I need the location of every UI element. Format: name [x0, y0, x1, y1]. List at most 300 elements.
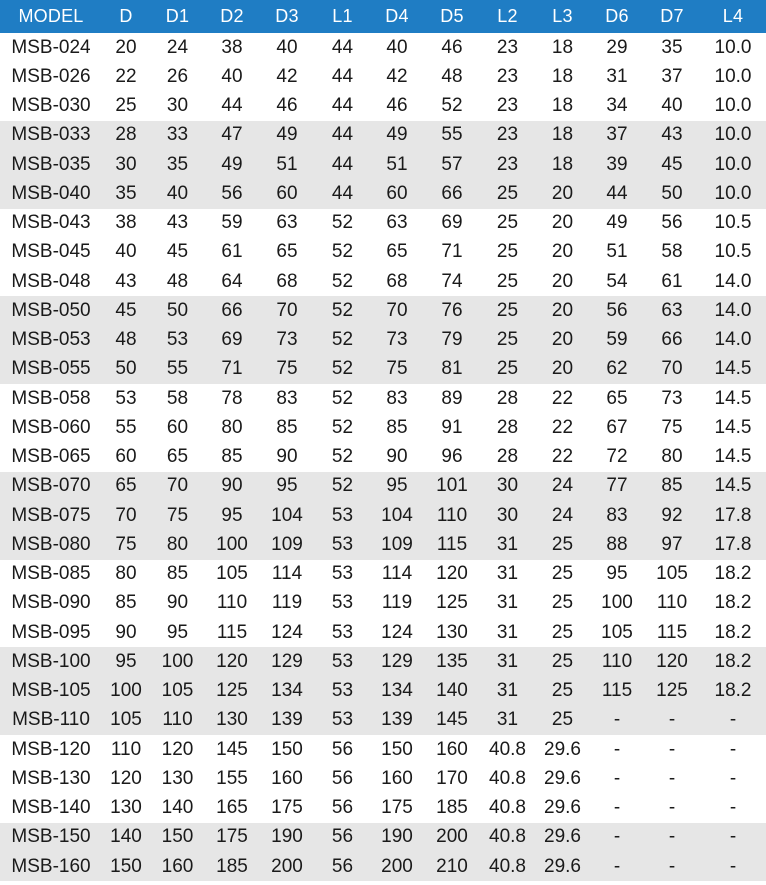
column-header: D2: [205, 0, 259, 33]
value-cell: 31: [480, 677, 535, 706]
value-cell: 75: [370, 355, 424, 384]
value-cell: 40.8: [480, 764, 535, 793]
column-header: L2: [480, 0, 535, 33]
value-cell: 52: [315, 413, 370, 442]
table-row: [0, 560, 766, 589]
value-cell: 105: [590, 618, 644, 647]
value-cell: 56: [315, 852, 370, 881]
value-cell: 25: [535, 560, 590, 589]
value-cell: 175: [370, 794, 424, 823]
model-cell: MSB-030: [0, 92, 102, 121]
value-cell: 52: [315, 209, 370, 238]
value-cell: 10.0: [700, 121, 766, 150]
table-row: [0, 735, 766, 764]
value-cell: 95: [370, 472, 424, 501]
column-header: MODEL: [0, 0, 102, 33]
value-cell: 104: [370, 501, 424, 530]
value-cell: 165: [205, 794, 259, 823]
value-cell: 83: [590, 501, 644, 530]
value-cell: 78: [205, 384, 259, 413]
value-cell: 24: [535, 501, 590, 530]
value-cell: 70: [370, 296, 424, 325]
value-cell: 55: [150, 355, 205, 384]
value-cell: 25: [535, 677, 590, 706]
value-cell: 185: [424, 794, 480, 823]
value-cell: 18.2: [700, 589, 766, 618]
model-cell: MSB-043: [0, 209, 102, 238]
table-row: [0, 443, 766, 472]
value-cell: 64: [205, 267, 259, 296]
value-cell: 49: [370, 121, 424, 150]
value-cell: 85: [205, 443, 259, 472]
value-cell: 52: [315, 326, 370, 355]
value-cell: 31: [480, 706, 535, 735]
value-cell: 56: [315, 823, 370, 852]
value-cell: 139: [370, 706, 424, 735]
value-cell: 110: [102, 735, 150, 764]
value-cell: 52: [315, 443, 370, 472]
value-cell: 40: [259, 33, 315, 62]
value-cell: 18: [535, 92, 590, 121]
value-cell: 23: [480, 150, 535, 179]
value-cell: 52: [315, 472, 370, 501]
value-cell: 42: [259, 62, 315, 91]
value-cell: 65: [590, 384, 644, 413]
value-cell: 40: [150, 179, 205, 208]
value-cell: 56: [315, 764, 370, 793]
value-cell: 34: [590, 92, 644, 121]
value-cell: 70: [102, 501, 150, 530]
value-cell: 30: [150, 92, 205, 121]
model-cell: MSB-140: [0, 794, 102, 823]
value-cell: 23: [480, 33, 535, 62]
value-cell: 68: [370, 267, 424, 296]
value-cell: 75: [259, 355, 315, 384]
value-cell: 17.8: [700, 501, 766, 530]
value-cell: 37: [590, 121, 644, 150]
value-cell: 25: [535, 647, 590, 676]
value-cell: 20: [535, 238, 590, 267]
value-cell: 50: [150, 296, 205, 325]
value-cell: 115: [644, 618, 700, 647]
value-cell: 200: [259, 852, 315, 881]
value-cell: 40.8: [480, 852, 535, 881]
value-cell: 23: [480, 92, 535, 121]
value-cell: 48: [102, 326, 150, 355]
value-cell: 35: [644, 33, 700, 62]
value-cell: 115: [424, 530, 480, 559]
value-cell: 120: [644, 647, 700, 676]
value-cell: 73: [259, 326, 315, 355]
model-cell: MSB-105: [0, 677, 102, 706]
value-cell: 140: [150, 794, 205, 823]
table-row: [0, 179, 766, 208]
model-cell: MSB-024: [0, 33, 102, 62]
value-cell: 26: [150, 62, 205, 91]
value-cell: 53: [315, 618, 370, 647]
value-cell: 89: [424, 384, 480, 413]
value-cell: 83: [259, 384, 315, 413]
value-cell: 30: [480, 472, 535, 501]
value-cell: 18.2: [700, 618, 766, 647]
value-cell: 59: [590, 326, 644, 355]
value-cell: -: [590, 852, 644, 881]
model-cell: MSB-065: [0, 443, 102, 472]
value-cell: 119: [370, 589, 424, 618]
value-cell: 56: [315, 735, 370, 764]
table-row: [0, 326, 766, 355]
value-cell: 140: [102, 823, 150, 852]
value-cell: 24: [150, 33, 205, 62]
value-cell: 114: [259, 560, 315, 589]
value-cell: 53: [315, 647, 370, 676]
model-cell: MSB-150: [0, 823, 102, 852]
value-cell: 31: [480, 647, 535, 676]
model-cell: MSB-053: [0, 326, 102, 355]
value-cell: 97: [644, 530, 700, 559]
value-cell: 63: [259, 209, 315, 238]
value-cell: 43: [102, 267, 150, 296]
value-cell: 80: [102, 560, 150, 589]
value-cell: 20: [102, 33, 150, 62]
value-cell: 40: [205, 62, 259, 91]
value-cell: 61: [205, 238, 259, 267]
value-cell: 96: [424, 443, 480, 472]
value-cell: 145: [424, 706, 480, 735]
value-cell: 46: [259, 92, 315, 121]
value-cell: -: [700, 852, 766, 881]
value-cell: 92: [644, 501, 700, 530]
value-cell: 60: [370, 179, 424, 208]
value-cell: 55: [424, 121, 480, 150]
column-header: D5: [424, 0, 480, 33]
model-cell: MSB-055: [0, 355, 102, 384]
value-cell: 63: [370, 209, 424, 238]
value-cell: 18.2: [700, 647, 766, 676]
model-cell: MSB-085: [0, 560, 102, 589]
value-cell: 50: [644, 179, 700, 208]
value-cell: -: [700, 823, 766, 852]
value-cell: 29.6: [535, 794, 590, 823]
value-cell: 130: [150, 764, 205, 793]
value-cell: 18: [535, 121, 590, 150]
value-cell: 110: [590, 647, 644, 676]
value-cell: 58: [150, 384, 205, 413]
value-cell: 45: [150, 238, 205, 267]
value-cell: 68: [259, 267, 315, 296]
value-cell: 210: [424, 852, 480, 881]
value-cell: 30: [102, 150, 150, 179]
value-cell: 85: [644, 472, 700, 501]
model-cell: MSB-110: [0, 706, 102, 735]
value-cell: 52: [315, 296, 370, 325]
value-cell: 115: [205, 618, 259, 647]
value-cell: 130: [205, 706, 259, 735]
value-cell: 72: [590, 443, 644, 472]
value-cell: 56: [205, 179, 259, 208]
value-cell: 18: [535, 62, 590, 91]
column-header: L4: [700, 0, 766, 33]
value-cell: 60: [150, 413, 205, 442]
value-cell: 22: [102, 62, 150, 91]
value-cell: 63: [644, 296, 700, 325]
column-header: D3: [259, 0, 315, 33]
value-cell: -: [644, 823, 700, 852]
value-cell: 69: [205, 326, 259, 355]
value-cell: 10.0: [700, 92, 766, 121]
value-cell: 79: [424, 326, 480, 355]
value-cell: 76: [424, 296, 480, 325]
value-cell: 70: [259, 296, 315, 325]
value-cell: 53: [315, 530, 370, 559]
value-cell: -: [644, 706, 700, 735]
table-row: [0, 238, 766, 267]
value-cell: 22: [535, 443, 590, 472]
value-cell: 190: [370, 823, 424, 852]
value-cell: 81: [424, 355, 480, 384]
value-cell: 105: [205, 560, 259, 589]
value-cell: 40: [644, 92, 700, 121]
value-cell: 25: [535, 618, 590, 647]
value-cell: 66: [205, 296, 259, 325]
value-cell: 25: [480, 267, 535, 296]
table-row: [0, 501, 766, 530]
value-cell: 150: [370, 735, 424, 764]
value-cell: 10.0: [700, 179, 766, 208]
table-row: [0, 33, 766, 62]
value-cell: 46: [370, 92, 424, 121]
value-cell: 77: [590, 472, 644, 501]
value-cell: 38: [102, 209, 150, 238]
table-body: [0, 33, 766, 881]
value-cell: 14.0: [700, 326, 766, 355]
value-cell: 49: [259, 121, 315, 150]
value-cell: 65: [150, 443, 205, 472]
value-cell: 47: [205, 121, 259, 150]
value-cell: 51: [259, 150, 315, 179]
value-cell: 17.8: [700, 530, 766, 559]
model-cell: MSB-100: [0, 647, 102, 676]
value-cell: 100: [102, 677, 150, 706]
value-cell: 35: [150, 150, 205, 179]
model-cell: MSB-045: [0, 238, 102, 267]
value-cell: 95: [590, 560, 644, 589]
value-cell: 65: [259, 238, 315, 267]
value-cell: 14.5: [700, 472, 766, 501]
value-cell: 145: [205, 735, 259, 764]
value-cell: -: [644, 852, 700, 881]
value-cell: 18: [535, 150, 590, 179]
value-cell: 124: [370, 618, 424, 647]
value-cell: 18: [535, 33, 590, 62]
value-cell: 40.8: [480, 794, 535, 823]
value-cell: 175: [259, 794, 315, 823]
value-cell: 40.8: [480, 735, 535, 764]
value-cell: -: [700, 706, 766, 735]
column-header: L3: [535, 0, 590, 33]
value-cell: 44: [315, 150, 370, 179]
header-row: [0, 0, 766, 33]
value-cell: 85: [259, 413, 315, 442]
value-cell: 51: [370, 150, 424, 179]
value-cell: 135: [424, 647, 480, 676]
value-cell: 80: [205, 413, 259, 442]
table-row: [0, 92, 766, 121]
value-cell: 83: [370, 384, 424, 413]
table-row: [0, 589, 766, 618]
value-cell: 105: [102, 706, 150, 735]
value-cell: 42: [370, 62, 424, 91]
value-cell: 49: [590, 209, 644, 238]
value-cell: 61: [644, 267, 700, 296]
value-cell: 90: [205, 472, 259, 501]
value-cell: 119: [259, 589, 315, 618]
table-row: [0, 764, 766, 793]
table-header: [0, 0, 766, 33]
table-row: [0, 121, 766, 150]
value-cell: -: [700, 735, 766, 764]
model-cell: MSB-050: [0, 296, 102, 325]
value-cell: 45: [644, 150, 700, 179]
value-cell: 75: [102, 530, 150, 559]
value-cell: 53: [150, 326, 205, 355]
value-cell: 52: [424, 92, 480, 121]
value-cell: 125: [424, 589, 480, 618]
value-cell: 45: [102, 296, 150, 325]
value-cell: 95: [259, 472, 315, 501]
value-cell: 67: [590, 413, 644, 442]
value-cell: 31: [480, 589, 535, 618]
value-cell: 37: [644, 62, 700, 91]
value-cell: 73: [644, 384, 700, 413]
value-cell: 20: [535, 296, 590, 325]
value-cell: 28: [480, 384, 535, 413]
column-header: D: [102, 0, 150, 33]
value-cell: 54: [590, 267, 644, 296]
value-cell: 20: [535, 209, 590, 238]
value-cell: 23: [480, 62, 535, 91]
value-cell: -: [644, 764, 700, 793]
value-cell: 52: [315, 355, 370, 384]
value-cell: 30: [480, 501, 535, 530]
value-cell: 100: [150, 647, 205, 676]
value-cell: 40.8: [480, 823, 535, 852]
value-cell: 43: [150, 209, 205, 238]
value-cell: 125: [205, 677, 259, 706]
value-cell: 52: [315, 238, 370, 267]
model-cell: MSB-130: [0, 764, 102, 793]
value-cell: 134: [259, 677, 315, 706]
value-cell: 110: [150, 706, 205, 735]
value-cell: 120: [150, 735, 205, 764]
value-cell: 40: [102, 238, 150, 267]
column-header: D1: [150, 0, 205, 33]
value-cell: 74: [424, 267, 480, 296]
value-cell: -: [590, 823, 644, 852]
table-row: [0, 384, 766, 413]
value-cell: 120: [205, 647, 259, 676]
value-cell: 104: [259, 501, 315, 530]
value-cell: 29: [590, 33, 644, 62]
value-cell: 110: [644, 589, 700, 618]
value-cell: -: [644, 794, 700, 823]
table-row: [0, 706, 766, 735]
table-row: [0, 472, 766, 501]
table-row: [0, 530, 766, 559]
value-cell: 29.6: [535, 852, 590, 881]
value-cell: 190: [259, 823, 315, 852]
value-cell: 23: [480, 121, 535, 150]
value-cell: 44: [315, 121, 370, 150]
value-cell: 124: [259, 618, 315, 647]
value-cell: 25: [535, 530, 590, 559]
column-header: L1: [315, 0, 370, 33]
table-row: [0, 852, 766, 881]
model-cell: MSB-070: [0, 472, 102, 501]
value-cell: 44: [315, 33, 370, 62]
value-cell: 109: [259, 530, 315, 559]
value-cell: 70: [644, 355, 700, 384]
value-cell: 130: [102, 794, 150, 823]
model-cell: MSB-120: [0, 735, 102, 764]
value-cell: 39: [590, 150, 644, 179]
value-cell: 31: [590, 62, 644, 91]
table-row: [0, 150, 766, 179]
value-cell: 25: [480, 238, 535, 267]
value-cell: 44: [590, 179, 644, 208]
value-cell: 129: [259, 647, 315, 676]
value-cell: 125: [644, 677, 700, 706]
value-cell: 105: [150, 677, 205, 706]
value-cell: 66: [644, 326, 700, 355]
table-row: [0, 677, 766, 706]
value-cell: 53: [315, 589, 370, 618]
value-cell: 44: [315, 179, 370, 208]
value-cell: 160: [150, 852, 205, 881]
value-cell: 28: [102, 121, 150, 150]
model-cell: MSB-033: [0, 121, 102, 150]
value-cell: 95: [102, 647, 150, 676]
table-row: [0, 823, 766, 852]
value-cell: 14.0: [700, 296, 766, 325]
value-cell: 31: [480, 618, 535, 647]
value-cell: 44: [315, 62, 370, 91]
value-cell: 109: [370, 530, 424, 559]
value-cell: 200: [424, 823, 480, 852]
value-cell: 110: [205, 589, 259, 618]
value-cell: 101: [424, 472, 480, 501]
model-cell: MSB-160: [0, 852, 102, 881]
value-cell: 62: [590, 355, 644, 384]
column-header: D7: [644, 0, 700, 33]
value-cell: 90: [150, 589, 205, 618]
value-cell: 14.5: [700, 384, 766, 413]
table-row: [0, 209, 766, 238]
value-cell: 48: [150, 267, 205, 296]
value-cell: 115: [590, 677, 644, 706]
model-cell: MSB-090: [0, 589, 102, 618]
value-cell: 28: [480, 443, 535, 472]
value-cell: 85: [150, 560, 205, 589]
value-cell: 75: [150, 501, 205, 530]
value-cell: 24: [535, 472, 590, 501]
value-cell: 14.5: [700, 413, 766, 442]
value-cell: 29.6: [535, 764, 590, 793]
value-cell: 38: [205, 33, 259, 62]
value-cell: 25: [480, 209, 535, 238]
value-cell: 44: [205, 92, 259, 121]
value-cell: 140: [424, 677, 480, 706]
